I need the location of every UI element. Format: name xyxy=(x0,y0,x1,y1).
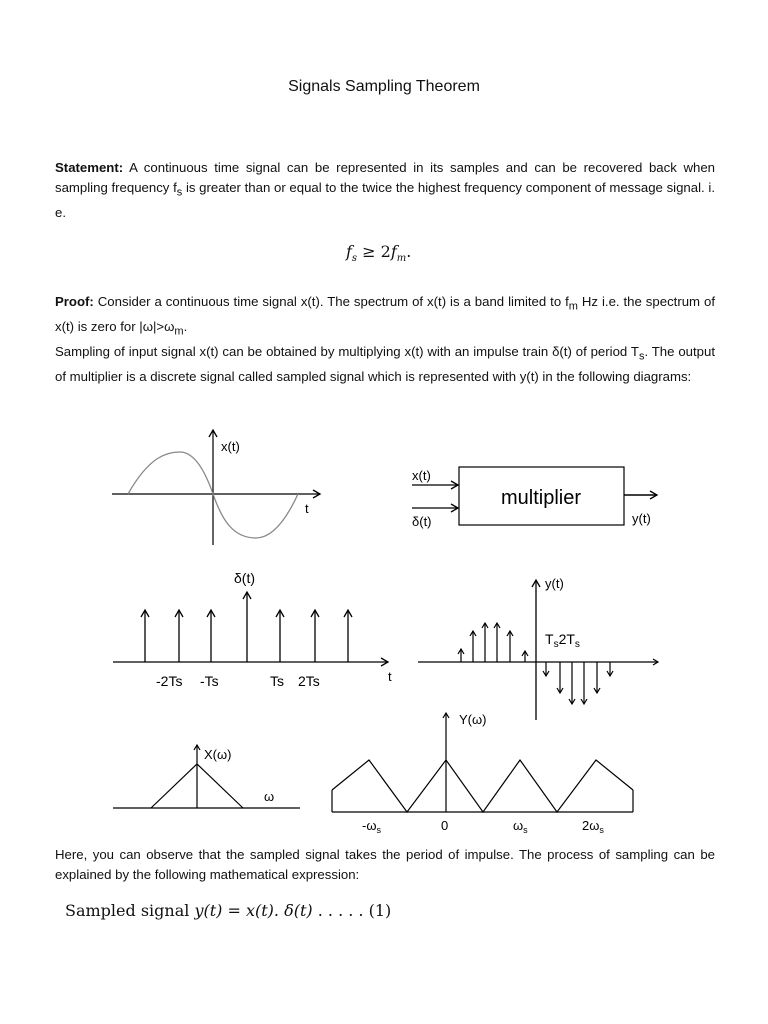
statement-sub-s: s xyxy=(176,186,183,199)
proof-end: . xyxy=(183,318,188,334)
statement-text-a: A continuous time signal can be represented in its samples and can be recovered back when sampling frequency f xyxy=(55,160,715,195)
yt-ts2-sub: s xyxy=(574,639,580,650)
conclusion-paragraph: Here, you can observe that the sampled signal takes the period of impulse. The process of sampling can be explained by the following mathematical expression: xyxy=(55,847,715,882)
yt-plot xyxy=(418,576,658,720)
yt-y-label: y(t) xyxy=(545,576,564,591)
sampling-text-b: . The output of multiplier is a discrete signal called sampled signal which is represented with y(t) in the following diagrams: xyxy=(55,344,715,384)
yt-ts-sub: s xyxy=(553,639,559,650)
multiplier-input-x-label: x(t) xyxy=(412,468,431,483)
sampling-sub-s: s xyxy=(638,350,645,363)
multiplier-block xyxy=(412,467,657,529)
proof-text-a: Consider a continuous time signal x(t). The spectrum of x(t) is a band limited to f xyxy=(93,294,569,309)
eq2-expr: y(t) = x(t). δ(t) xyxy=(194,901,313,920)
proof-text-b: Hz i.e. the spectrum of x(t) is zero for |ω|>ω xyxy=(55,294,715,334)
Y-spectrum-replicas xyxy=(332,760,633,812)
xt-x-label: t xyxy=(305,501,309,516)
yt-period-labels xyxy=(545,631,580,650)
Y-spectrum-tick-label: 0 xyxy=(441,818,449,833)
eq1-rhs: f xyxy=(390,242,397,261)
delta-y-label: δ(t) xyxy=(234,570,256,586)
Y-spectrum-tick-label: $\omega_s$ xyxy=(513,818,528,835)
delta-tick-label: -2Ts xyxy=(156,673,183,689)
multiplier-label: multiplier xyxy=(500,487,582,509)
sampling-text-a: Sampling of input signal x(t) can be obtained by multiplying x(t) with an impulse train δ(t) of period T xyxy=(55,344,639,359)
eq1-rhs-sub: m xyxy=(396,253,407,265)
X-spectrum-plot xyxy=(113,745,300,808)
yt-ts-label: T xyxy=(545,631,554,647)
Y-spectrum-tick-label: $2\omega_s$ xyxy=(582,818,604,835)
X-spectrum-x-label: ω xyxy=(264,789,275,804)
Y-spectrum-plot xyxy=(332,712,633,835)
proof-label: Proof: xyxy=(55,294,94,309)
eq1-lhs-sub: s xyxy=(351,253,358,265)
eq2-dots: . . . . . (1) xyxy=(312,901,392,920)
X-spectrum-y-label: X(ω) xyxy=(204,747,232,762)
delta-tick-label: Ts xyxy=(270,673,284,689)
xt-plot xyxy=(112,430,320,545)
delta-tick-label: 2Ts xyxy=(298,673,320,689)
delta-tick-label: -Ts xyxy=(200,673,219,689)
xt-y-label: x(t) xyxy=(221,439,240,454)
Y-spectrum-tick-label: $-\omega_s$ xyxy=(362,818,381,835)
multiplier-output-label: y(t) xyxy=(632,511,651,526)
eq1-op: ≥ 2 xyxy=(357,242,391,261)
proof-sub-m2: m xyxy=(174,325,184,338)
eq1-lhs: f xyxy=(346,242,352,261)
equation-sampled-signal xyxy=(65,901,391,920)
Y-spectrum-y-label: Y(ω) xyxy=(459,712,487,727)
multiplier-input-delta-label: δ(t) xyxy=(412,514,432,529)
page-title: Signals Sampling Theorem xyxy=(288,78,480,95)
delta-plot xyxy=(113,570,392,689)
eq2-label: Sampled signal xyxy=(65,901,195,920)
statement-text-b: is greater than or equal to the twice the highest frequency component of message signal. i. e. xyxy=(55,180,715,220)
eq1-end: . xyxy=(406,242,412,261)
statement-label: Statement: xyxy=(55,160,124,175)
proof-sub-m: m xyxy=(568,300,578,313)
delta-x-label: t xyxy=(388,669,392,684)
yt-ts2-label: 2T xyxy=(558,631,575,647)
